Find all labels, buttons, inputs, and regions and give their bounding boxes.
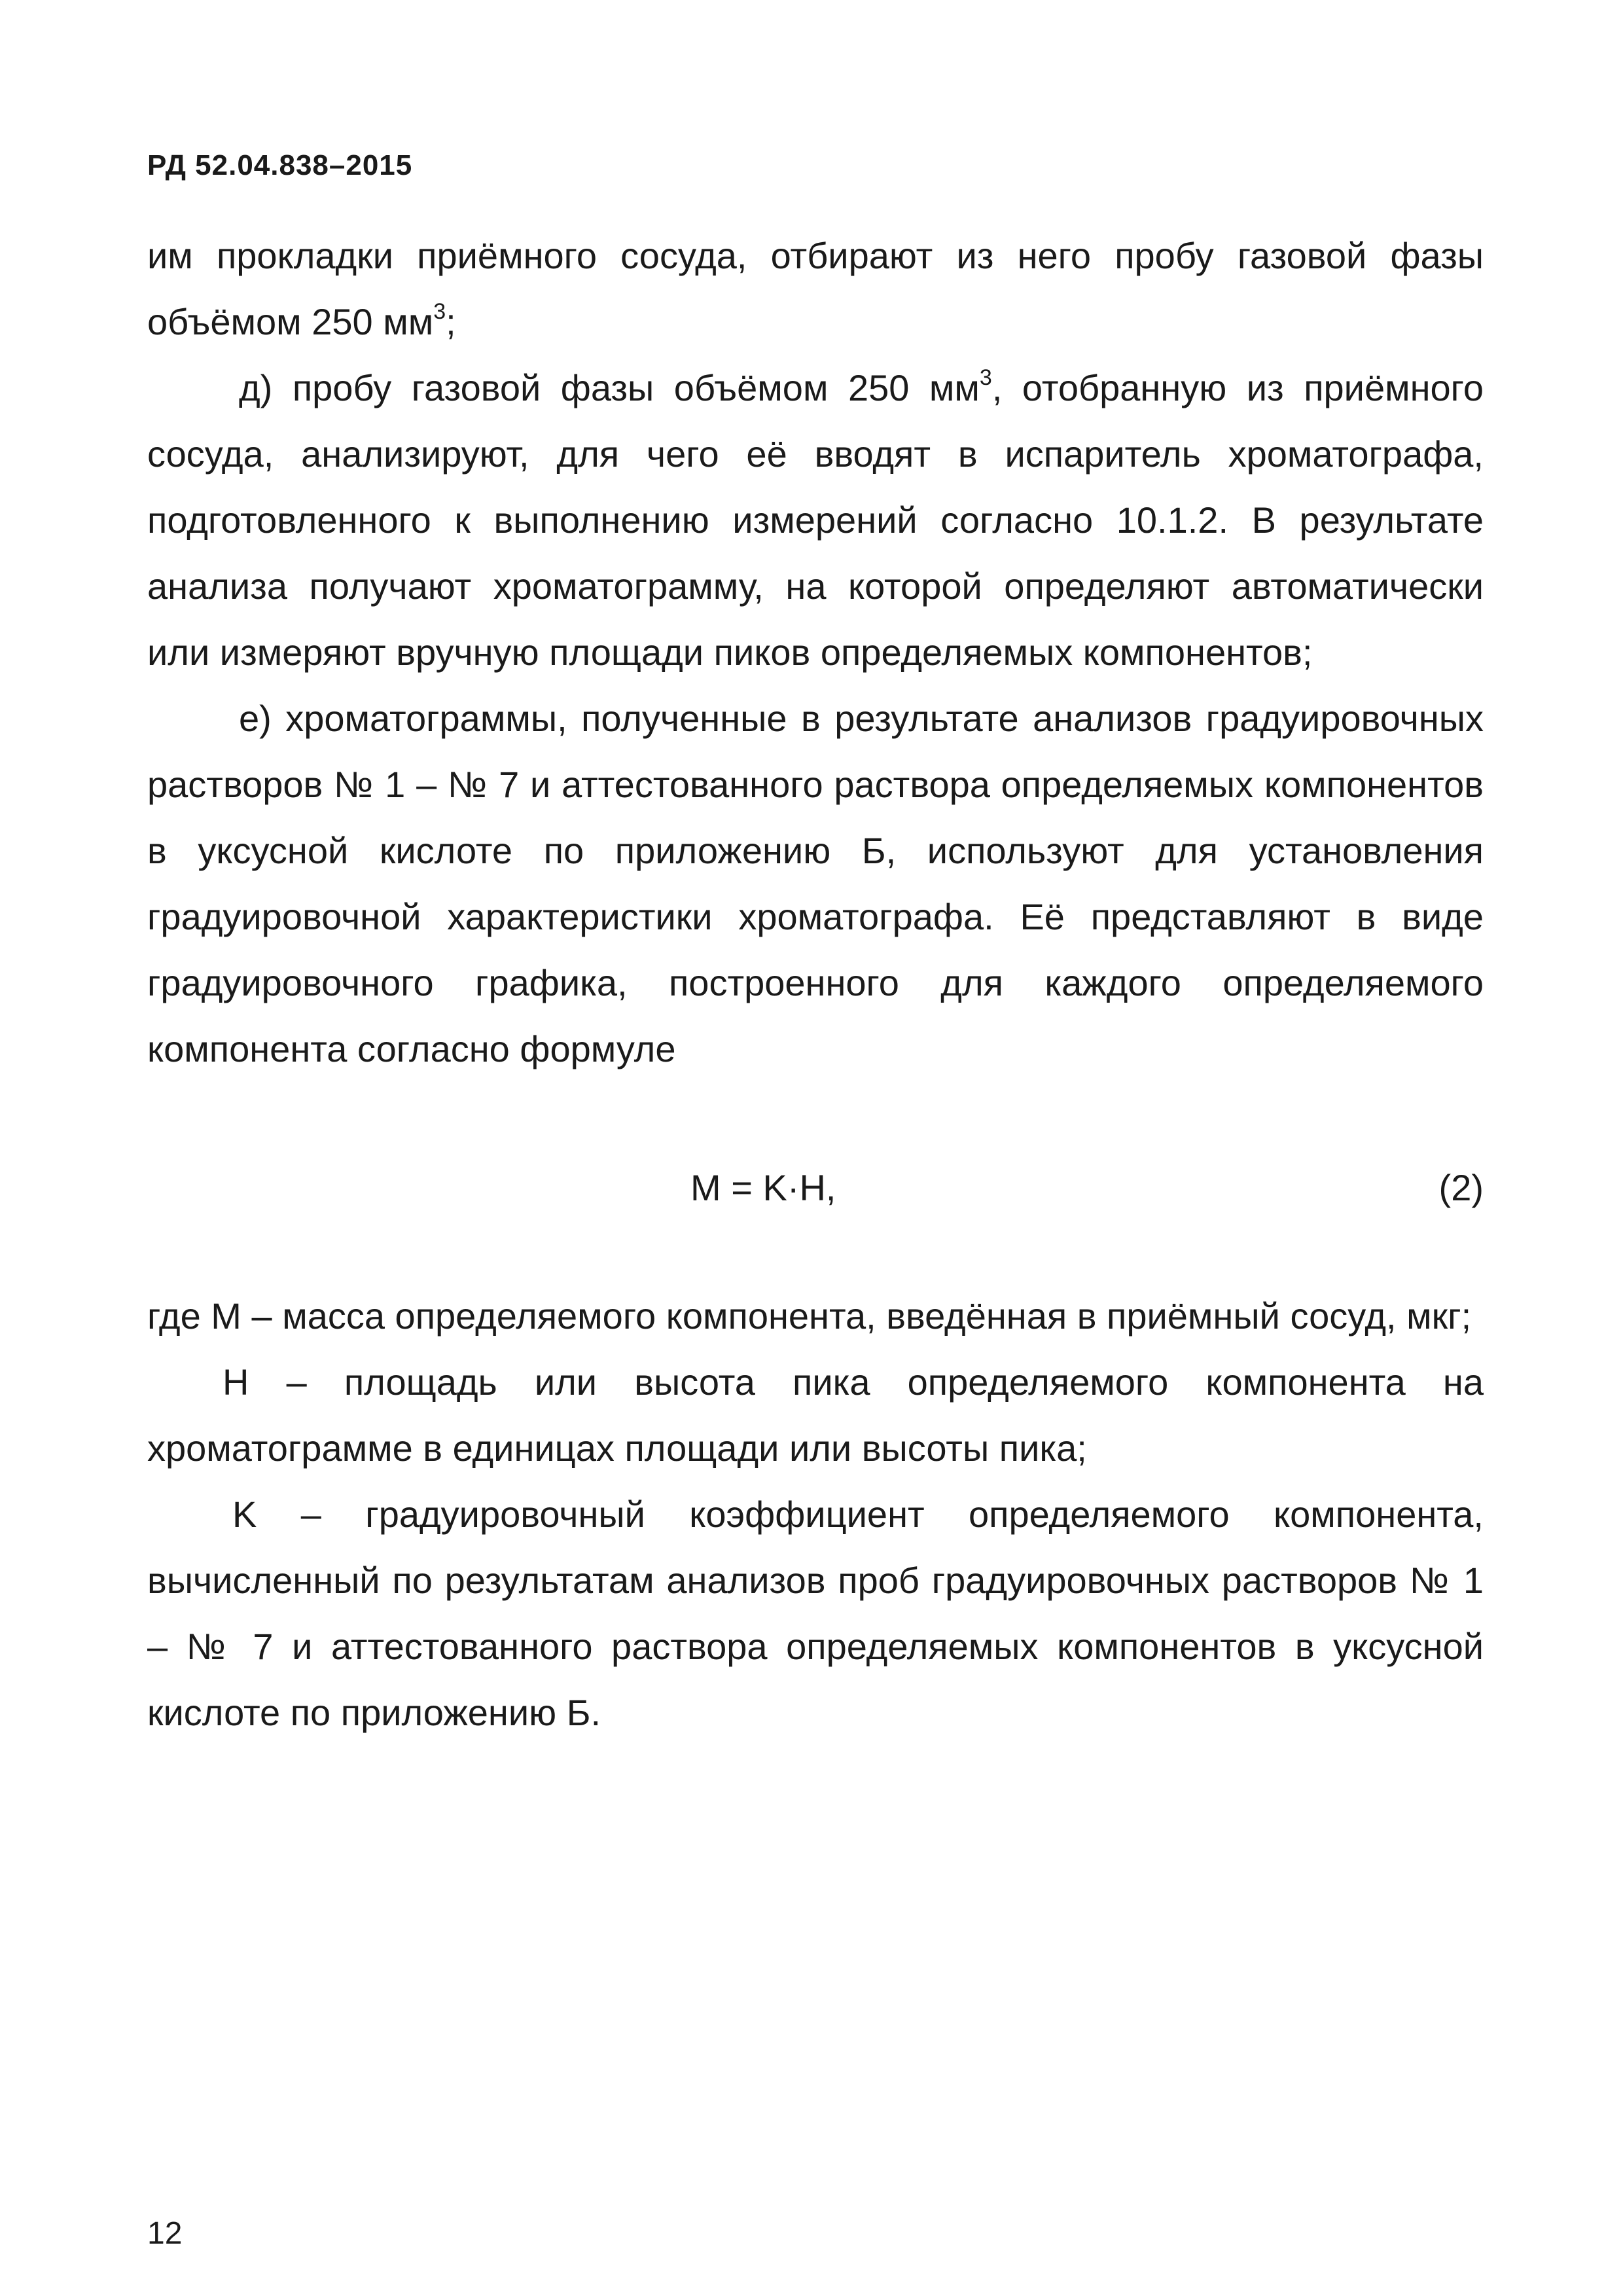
main-text-block bbox=[147, 223, 1484, 1082]
paragraph-item-d bbox=[147, 355, 1484, 685]
definition-m: где M – масса определяемого компонента, введённая в приёмный сосуд, мкг; bbox=[147, 1295, 1472, 1336]
formula-row bbox=[147, 1155, 1484, 1221]
page-number: 12 bbox=[147, 2216, 183, 2251]
paragraph-item-d-text: д) пробу газовой фазы объёмом 250 мм bbox=[239, 367, 980, 408]
paragraph-intro-end: ; bbox=[446, 301, 456, 342]
definition-h: H – площадь или высота пика определяемого компонента на хроматограмме в единицах площади или высоты пика; bbox=[147, 1361, 1484, 1469]
paragraph-intro-text: им прокладки приёмного сосуда, отбирают из него пробу газовой фазы объёмом 250 мм bbox=[147, 235, 1484, 342]
paragraph-item-d-rest: , отобранную из приёмного сосуда, анализируют, для чего её вводят в испаритель хроматографа, подготовленного к выполнению измерений согласно 10.1.2. В результате анализа получают хроматограмму, на которой определяют автоматически или измеряют вручную площади пиков определяемых компонентов; bbox=[147, 367, 1484, 673]
superscript-cube: 3 bbox=[433, 299, 446, 325]
paragraph-intro bbox=[147, 223, 1484, 355]
definition-k: K – градуировочный коэффициент определяемого компонента, вычисленный по результатам анализов проб градуировочных растворов № 1 – № 7 и аттестованного раствора определяемых компонентов в уксусной кислоте по приложению Б. bbox=[147, 1494, 1484, 1733]
formula-number: (2) bbox=[1438, 1167, 1484, 1208]
document-code-header: РД 52.04.838–2015 bbox=[147, 149, 413, 181]
superscript-cube: 3 bbox=[979, 365, 992, 391]
formula-expression: M = K·H, bbox=[690, 1167, 836, 1208]
paragraph-item-e: е) хроматограммы, полученные в результате анализов градуировочных растворов № 1 – № 7 и аттестованного раствора определяемых компонентов в уксусной кислоте по приложению Б, используют для установления градуировочной характеристики хроматографа. Её представляют в виде градуировочного графика, построенного для каждого определяемого компонента согласно формуле bbox=[147, 698, 1484, 1069]
definitions-block bbox=[147, 1283, 1484, 1746]
